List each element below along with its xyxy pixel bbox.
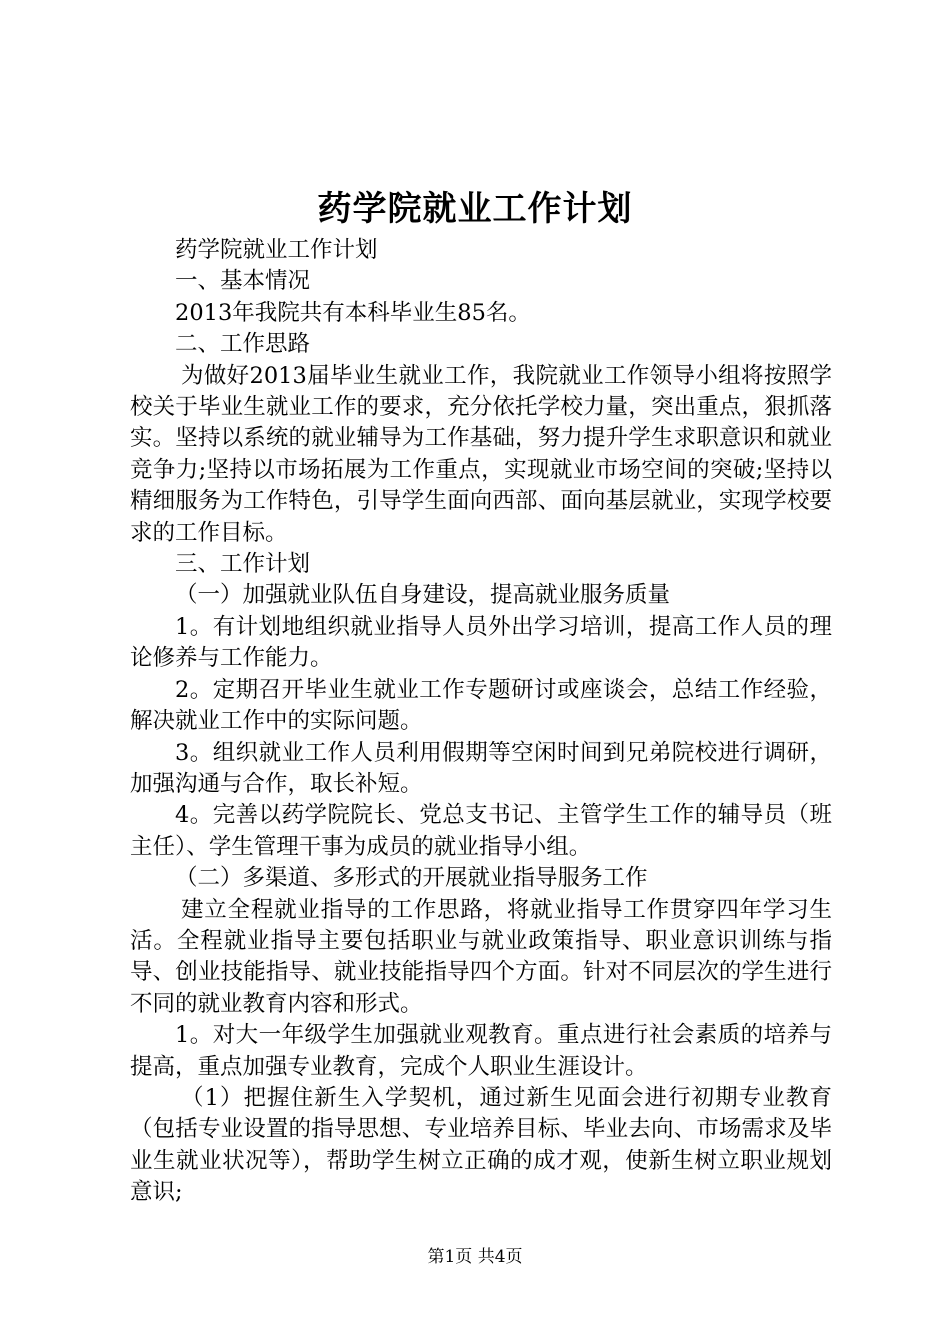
subsection-heading: （二）多渠道、多形式的开展就业指导服务工作 <box>175 865 648 892</box>
section-heading-approach: 二、工作思路 <box>175 331 311 358</box>
subsection-heading: （一）加强就业队伍自身建设，提高就业服务质量 <box>175 582 671 609</box>
list-item: 3。组织就业工作人员利用假期等空闲时间到兄弟院校进行调研，加强沟通与合作，取长补短。 <box>130 739 832 797</box>
list-item: 1。有计划地组织就业指导人员外出学习培训，提高工作人员的理论修养与工作能力。 <box>130 613 832 672</box>
page-footer: 第1页 共4页 <box>427 1247 523 1267</box>
section-heading-basic: 一、基本情况 <box>175 268 311 295</box>
list-item: 1。对大一年级学生加强就业观教育。重点进行社会素质的培养与提高，重点加强专业教育，完成个人职业生涯设计。 <box>130 1022 832 1080</box>
list-item: （1）把握住新生入学契机，通过新生见面会进行初期专业教育（包括专业设置的指导思想、专业培养目标、毕业去向、市场需求及毕业生就业状况等），帮助学生树立正确的成才观，使新生树立职业规划意识; <box>130 1084 832 1206</box>
paragraph: 为做好2013届毕业生就业工作，我院就业工作领导小组将按照学校关于毕业生就业工作的要求，充分依托学校力量，突出重点，狠抓落实。坚持以系统的就业辅导为工作基础，努力提升学生求职意识和就业竞争力;坚持以市场拓展为工作重点，实现就业市场空间的突破;坚持以精细服务为工作特色，引导学生面向西部、面向基层就业，实现学校要求的工作目标。 <box>130 362 832 546</box>
paragraph: 建立全程就业指导的工作思路，将就业指导工作贯穿四年学习生活。全程就业指导主要包括职业与就业政策指导、职业意识训练与指导、创业技能指导、就业技能指导四个方面。针对不同层次的学生进行不同的就业教育内容和形式。 <box>130 896 832 1017</box>
section-heading-plan: 三、工作计划 <box>175 551 311 578</box>
document-title: 药学院就业工作计划 <box>317 189 633 229</box>
document-body <box>130 235 832 1209</box>
list-item: 2。定期召开毕业生就业工作专题研讨或座谈会，总结工作经验，解决就业工作中的实际问题。 <box>130 676 832 735</box>
paragraph: 2013年我院共有本科毕业生85名。 <box>175 299 531 326</box>
paragraph-heading: 药学院就业工作计划 <box>175 237 378 263</box>
list-item: 4。完善以药学院院长、党总支书记、主管学生工作的辅导员（班主任）、学生管理干事为成员的就业指导小组。 <box>130 802 832 860</box>
